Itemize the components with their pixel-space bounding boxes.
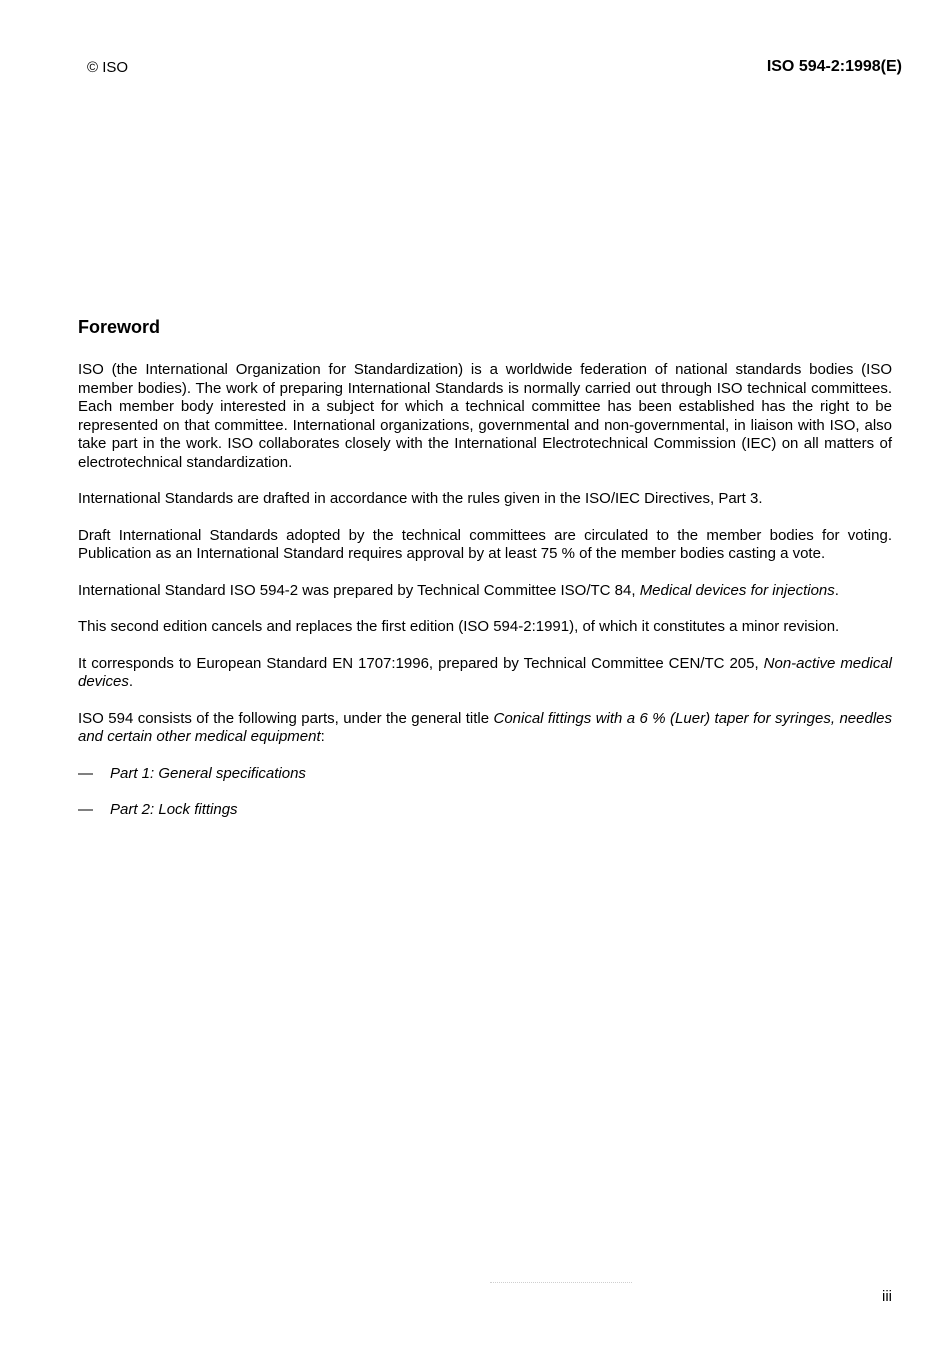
foreword-title: Foreword: [78, 317, 161, 337]
page-number: iii: [882, 1288, 892, 1305]
foreword-paragraph-3: Draft International Standards adopted by the technical committees are circulated to the member bodies for voting. Publication as an International Standard requires approval by at least 75 % of the member bodies casting a vote.: [78, 526, 892, 562]
foreword-paragraph-6: [78, 655, 892, 692]
p4-italic: Medical devices for injections: [639, 581, 835, 599]
foreword-section: [78, 316, 892, 838]
p6-end: .: [128, 673, 134, 690]
p7-italic: Conical fittings with a 6 % (Luer) taper for syringes, needles and certain other medical equipment: [78, 709, 892, 745]
foreword-paragraph-1: ISO (the International Organization for Standardization) is a worldwide federation of national standards bodies (ISO member bodies). The work of preparing International Standards is normally carried out through ISO technical committees. Each member body interested in a subject for which a technical committee has been established has the right to be represented on that committee. International organizations, governmental and non-governmental, in liaison with ISO, also take part in the work. ISO collaborates closely with the International Electrotechnical Commission (IEC) on all matters of electrotechnical standardization.: [78, 361, 892, 471]
list-item-part-2: [78, 801, 892, 820]
list-item-part-1: [78, 765, 892, 784]
list-dash: —: [78, 764, 93, 782]
list-dash: —: [78, 801, 93, 818]
list-item-text: Part 1: General specifications: [110, 764, 306, 782]
p6-italic: Non-active medical devices: [78, 654, 893, 690]
foreword-paragraph-4: [78, 582, 892, 601]
p4-end: .: [834, 581, 839, 599]
p6-text: It corresponds to European Standard EN 1707:1996, prepared by Technical Committee CEN/TC 205,: [78, 654, 759, 672]
foreword-paragraph-7: [78, 710, 892, 747]
header-copyright: © ISO: [87, 59, 129, 76]
header-document-id: ISO 594-2:1998(E): [766, 58, 902, 75]
list-item-text: Part 2: Lock fittings: [110, 801, 238, 818]
foreword-paragraph-2: International Standards are drafted in accordance with the rules given in the ISO/IEC Directives, Part 3.: [78, 490, 763, 507]
p7-end: :: [320, 728, 325, 745]
foreword-paragraph-5: This second edition cancels and replaces the first edition (ISO 594-2:1991), of which it constitutes a minor revision.: [78, 618, 840, 635]
faint-scan-mark: [490, 1276, 632, 1283]
p7-text: ISO 594 consists of the following parts, under the general title: [78, 709, 490, 727]
p4-text: International Standard ISO 594-2 was prepared by Technical Committee ISO/TC 84,: [78, 581, 636, 599]
